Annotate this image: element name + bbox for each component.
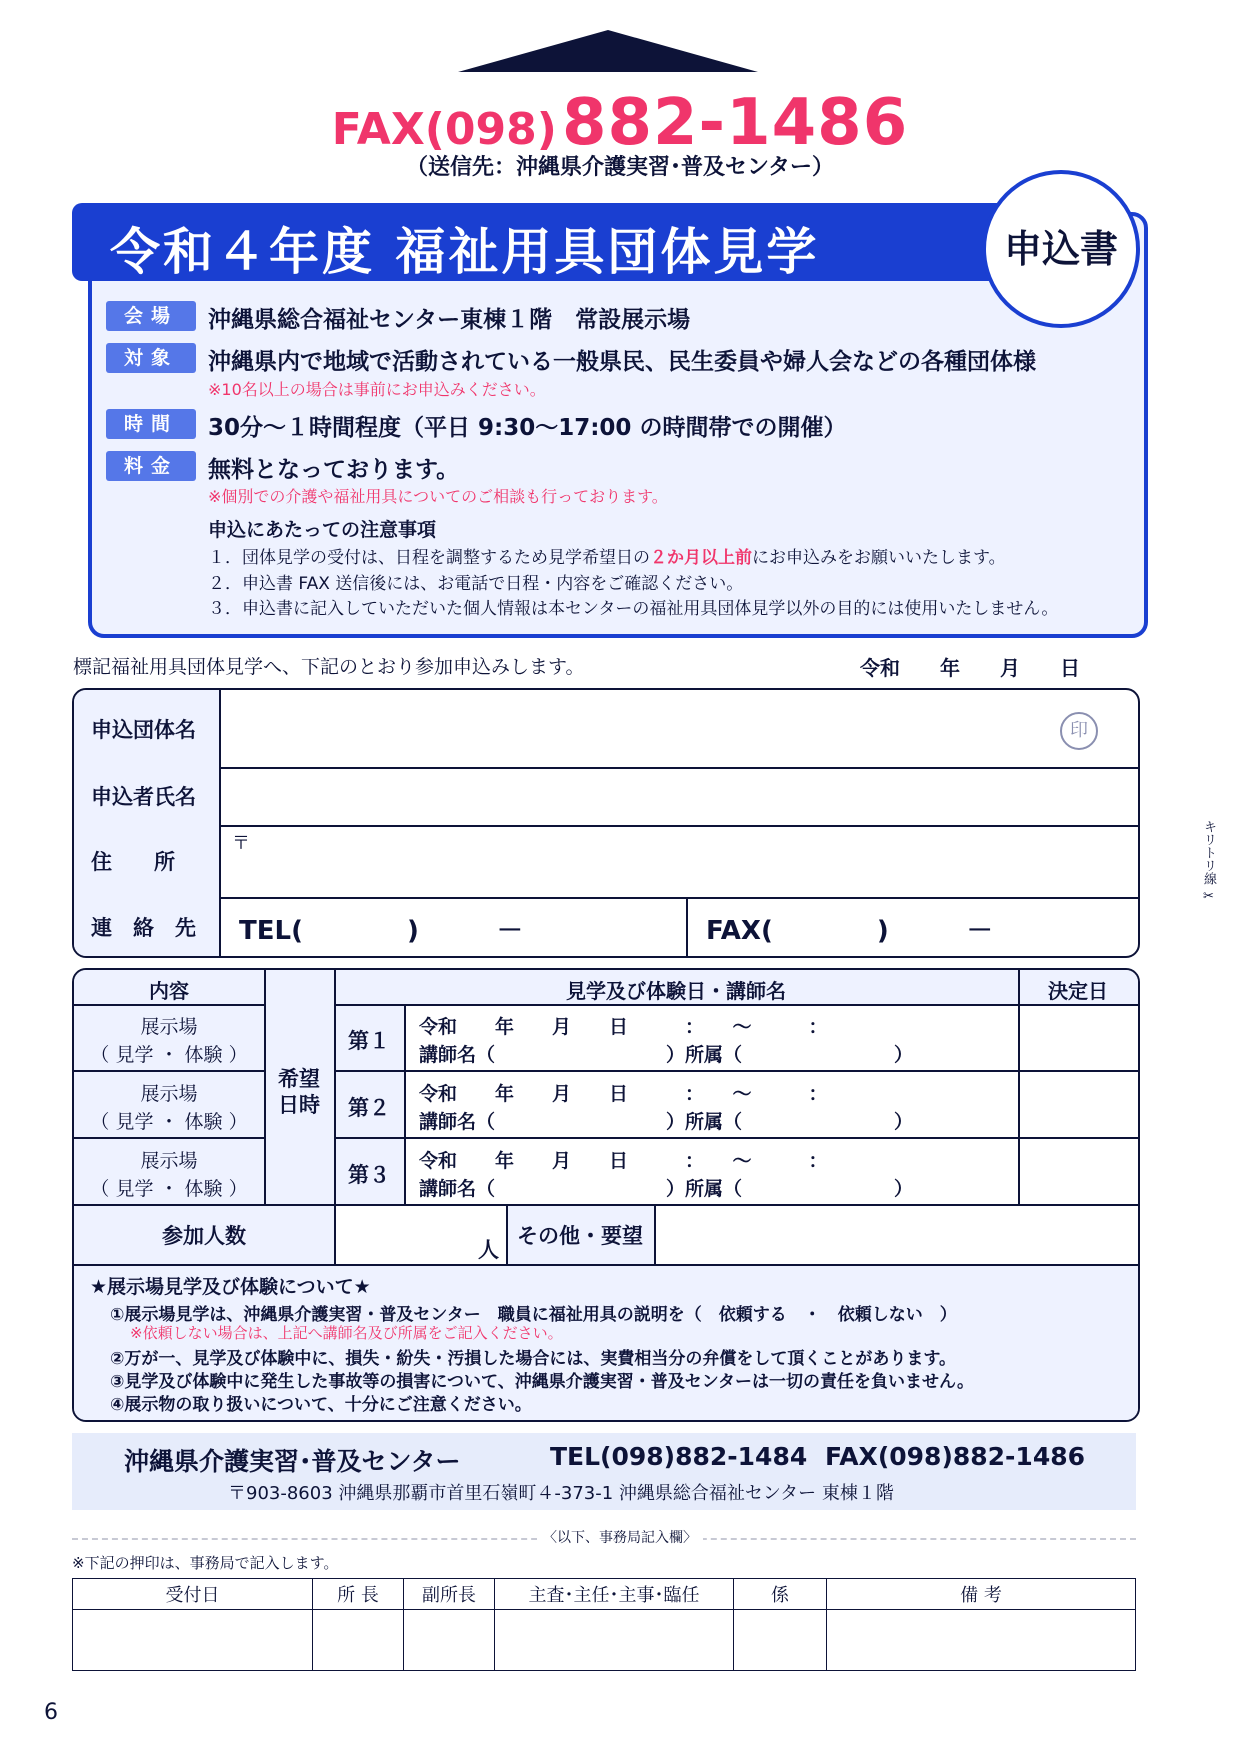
content-header: 内容	[149, 979, 189, 1003]
exhibit-note-1-sub: ※依頼しない場合は、上記へ講師名及び所属をご記入ください。	[130, 1324, 563, 1342]
rank-1: 第１	[348, 1029, 390, 1053]
person-name-label: 申込者氏名	[74, 767, 221, 825]
grid-line	[74, 1004, 264, 1006]
fax-number: 882-1486	[561, 86, 909, 160]
notice-1-post: にお申込みをお願いいたします。	[752, 548, 1006, 568]
lecturer-3[interactable]: 講師名（ ）所属（ ）	[419, 1178, 914, 1200]
venue-tag: 会場	[106, 301, 196, 331]
office-header-director: 所 長	[313, 1579, 404, 1610]
notices-title: 申込にあたっての注意事項	[208, 519, 437, 541]
content-3-type[interactable]: （ 見学 ・ 体験 ）	[90, 1178, 248, 1200]
office-cell	[827, 1609, 1136, 1670]
other-label: その他・要望	[517, 1224, 643, 1248]
applicant-table	[72, 688, 1140, 958]
notice-1-highlight: ２か月以上前	[650, 548, 752, 568]
time-text: 30分～１時間程度（平日 9:30～17:00 の時間帯での開催）	[208, 415, 847, 441]
exhibit-note-3: ③見学及び体験中に発生した事故等の損害について、沖縄県介護実習・普及センターは一切の責任を負いません。	[110, 1372, 975, 1392]
contact-divider	[686, 897, 688, 956]
lecturer-2[interactable]: 講師名（ ）所属（ ）	[419, 1111, 914, 1133]
target-text: 沖縄県内で地域で活動されている一般県民、民生委員や婦人会などの各種団体様	[208, 349, 1036, 375]
participants-label: 参加人数	[162, 1224, 246, 1248]
office-header-section: 係	[734, 1579, 827, 1610]
apply-date: 令和 年 月 日	[860, 656, 1080, 680]
grid-line	[74, 1137, 264, 1139]
footer-org: 沖縄県介護実習･普及センター	[124, 1447, 461, 1476]
target-note: ※10名以上の場合は事前にお申込みください。	[208, 380, 546, 399]
footer-address: 〒903-8603 沖縄県那覇市首里石嶺町４-373-1 沖縄県総合福祉センター 東棟１階	[228, 1483, 894, 1504]
notice-2: ２．申込書 FAX 送信後には、お電話で日程・内容をご確認ください。	[208, 574, 744, 594]
content-2: 展示場	[140, 1083, 198, 1105]
footer-tel: TEL(098)882-1484	[550, 1442, 808, 1471]
dates-header: 見学及び体験日・講師名	[566, 979, 786, 1003]
group-name-label: 申込団体名	[74, 690, 221, 767]
apply-sentence: 標記福祉用具団体見学へ、下記のとおり参加申込みします。	[73, 656, 585, 678]
grid-line	[264, 970, 266, 1204]
office-header-vice-director: 副所長	[404, 1579, 495, 1610]
notice-1-pre: １．団体見学の受付は、日程を調整するため見学希望日の	[208, 548, 650, 568]
office-cell	[404, 1609, 495, 1670]
grid-line	[654, 1204, 656, 1264]
grid-line	[1018, 970, 1020, 1204]
date-3[interactable]: 令和 年 月 日 ： ～ ：	[419, 1150, 828, 1172]
rank-3: 第３	[348, 1163, 390, 1187]
office-cell	[495, 1609, 734, 1670]
fax-label: FAX(098)	[331, 104, 557, 155]
notice-3: ３．申込書に記入していただいた個人情報は本センターの福祉用具団体見学以外の目的には使用いたしません。	[208, 599, 1059, 619]
tel-field[interactable]: TEL( ) －	[239, 916, 523, 946]
fax-header	[0, 86, 1240, 160]
office-header-remarks: 備 考	[827, 1579, 1136, 1610]
office-divider-label	[0, 1527, 1240, 1547]
grid-line	[404, 1004, 406, 1204]
exhibit-note-4: ④展示物の取り扱いについて、十分にご注意ください。	[110, 1395, 532, 1415]
office-divider-text: 〈以下、事務局記入欄〉	[537, 1530, 703, 1546]
content-1-type[interactable]: （ 見学 ・ 体験 ）	[90, 1044, 248, 1066]
content-2-type[interactable]: （ 見学 ・ 体験 ）	[90, 1111, 248, 1133]
page-title: 令和４年度 福祉用具団体見学	[110, 223, 820, 281]
address-row[interactable]	[74, 825, 1138, 899]
exhibit-note-1: ①展示場見学は、沖縄県介護実習・普及センター 職員に福祉用具の説明を（ 依頼する ・ 依頼しない ）	[110, 1305, 957, 1325]
decided-header: 決定日	[1048, 979, 1108, 1003]
content-3: 展示場	[140, 1150, 198, 1172]
fee-tag: 料金	[106, 451, 196, 481]
fee-text: 無料となっております。	[208, 457, 460, 483]
office-note: ※下記の押印は、事務局で記入します。	[72, 1554, 339, 1572]
hope-datetime-label: 希望日時	[278, 1067, 320, 1117]
office-cell	[313, 1609, 404, 1670]
fax-destination: （送信先：沖縄県介護実習･普及センター）	[405, 155, 835, 180]
address-label: 住 所	[74, 825, 221, 897]
people-unit: 人	[478, 1238, 499, 1262]
page-number: 6	[44, 1700, 58, 1725]
fax-field[interactable]: FAX( ) －	[706, 916, 993, 946]
date-2[interactable]: 令和 年 月 日 ： ～ ：	[419, 1083, 828, 1105]
contact-footer	[72, 1433, 1136, 1510]
office-cell	[73, 1609, 313, 1670]
fee-note: ※個別での介護や福祉用具についてのご相談も行っております。	[208, 487, 668, 506]
exhibit-notes-title: ★展示場見学及び体験について★	[90, 1276, 371, 1298]
lecturer-1[interactable]: 講師名（ ）所属（ ）	[419, 1044, 914, 1066]
target-tag: 対象	[106, 343, 196, 373]
date-1[interactable]: 令和 年 月 日 ： ～ ：	[419, 1016, 828, 1038]
postal-mark: 〒	[232, 833, 250, 854]
grid-line	[74, 1264, 1138, 1266]
exhibit-note-2: ②万が一、見学及び体験中に、損失・紛失・汚損した場合には、実費相当分の弁償をして頂くことがあります。	[110, 1349, 957, 1369]
office-header-received: 受付日	[73, 1579, 313, 1610]
contact-label: 連 絡 先	[74, 897, 221, 956]
grid-line	[74, 1070, 264, 1072]
hope-table	[72, 968, 1140, 1422]
cut-line-label: キリトリ線 ✂	[1201, 820, 1216, 905]
person-name-row[interactable]	[74, 767, 1138, 827]
group-name-row[interactable]	[74, 690, 1138, 769]
content-1: 展示場	[140, 1016, 198, 1038]
footer-fax: FAX(098)882-1486	[825, 1442, 1086, 1471]
venue-text: 沖縄県総合福祉センター東棟１階 常設展示場	[208, 307, 691, 333]
header-arrow-shape	[458, 30, 758, 72]
office-header-staff: 主査･主任･主事･臨任	[495, 1579, 734, 1610]
seal-mark: 印	[1060, 712, 1098, 750]
contact-row	[74, 897, 1138, 956]
apply-badge: 申込書	[1003, 227, 1118, 271]
notice-1	[208, 543, 1006, 568]
rank-2: 第２	[348, 1096, 390, 1120]
office-cell	[734, 1609, 827, 1670]
grid-line	[74, 1204, 1138, 1206]
office-table	[72, 1578, 1136, 1671]
time-tag: 時間	[106, 409, 196, 439]
